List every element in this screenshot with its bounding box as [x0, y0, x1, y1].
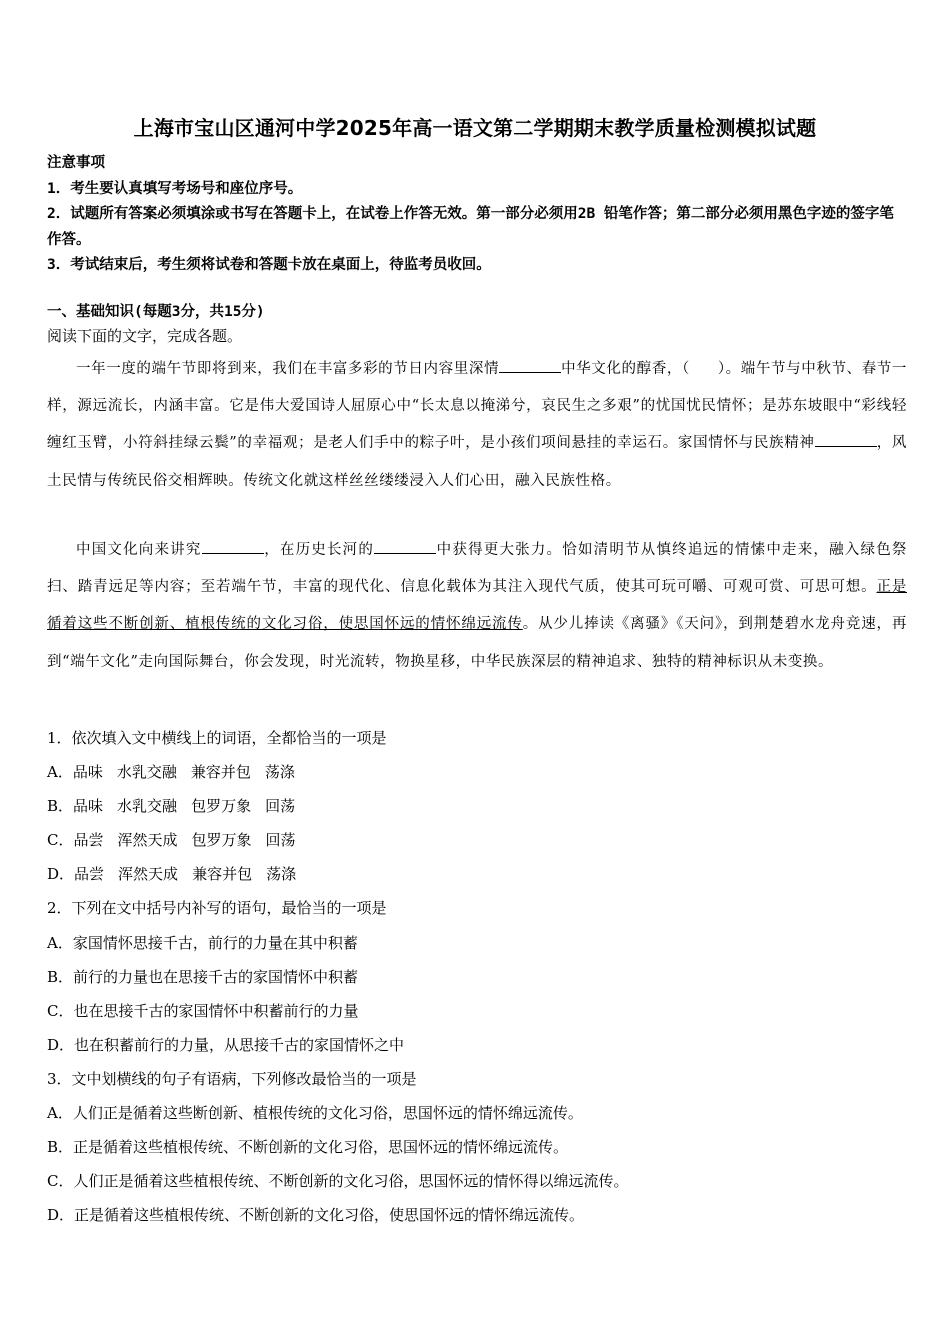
option-word: 荡涤 — [264, 763, 295, 782]
notice-heading: 注意事项 — [47, 155, 105, 171]
passage-text: ，在历史长河的 — [263, 542, 375, 558]
option-word: 荡涤 — [266, 865, 297, 884]
option-item — [47, 1198, 907, 1232]
passage-text: 中华文化的醇香，（ — [561, 361, 690, 377]
question-stem: 3．文中划横线的句子有语病，下列修改最恰当的一项是 — [47, 1069, 417, 1088]
option-word: 水乳交融 — [116, 763, 177, 782]
option-word: 浑然天成 — [118, 865, 179, 884]
option-text: 正是循着这些植根传统、不断创新的文化习俗，思国怀远的情怀绵远流传。 — [73, 1138, 569, 1157]
option-item — [47, 994, 907, 1028]
passage-text: 。从少儿捧读《离骚》《天问》，到荆楚碧水龙舟竞速，再到“端午文化”走向国际舞台，你会发现，时光流转，物换星移，中华民族深层的精神追求、独特的精神标识从未变换。 — [47, 616, 907, 670]
question-stem: 1．依次填入文中横线上的词语，全都恰当的一项是 — [47, 729, 387, 747]
fill-blank-1 — [499, 358, 561, 373]
option-word: 水乳交融 — [117, 797, 178, 816]
option-text: 家国情怀思接千古，前行的力量在其中积蓄 — [72, 933, 358, 952]
option-label: D． — [47, 1035, 75, 1054]
passage-paragraph-1 — [47, 351, 907, 500]
option-word: 品味 — [73, 797, 104, 816]
passage-text: 中国文化向来讲究 — [76, 542, 202, 558]
option-item — [47, 960, 907, 994]
passage-text: ，风土民情与传统民俗交相辉映。传统文化就这样丝丝缕缕浸入人们心田，融入民族性格。 — [47, 435, 907, 489]
passage-paragraph-2 — [47, 532, 907, 681]
option-text: 也在积蓄前行的力量，从思接千古的家国情怀之中 — [74, 1035, 405, 1054]
question-stem: 2．下列在文中括号内补写的语句，最恰当的一项是 — [47, 899, 387, 918]
underlined-sentence: 正是循着这些不断创新、植根传统的文化习俗，使思国怀远的情怀绵远流传 — [47, 579, 907, 633]
option-item — [47, 857, 907, 891]
option-item — [47, 1096, 907, 1130]
option-word: 品尝 — [73, 831, 104, 850]
option-item — [47, 1130, 907, 1164]
fill-blank-3 — [202, 539, 264, 554]
option-item — [47, 755, 907, 789]
section-header — [47, 300, 907, 348]
option-text: 正是循着这些植根传统、不断创新的文化习俗，使思国怀远的情怀绵远流传。 — [74, 1206, 585, 1225]
option-item — [47, 789, 907, 823]
option-word: 浑然天成 — [117, 831, 178, 850]
option-text: 人们正是循着这些植根传统、不断创新的文化习俗，思国怀远的情怀得以绵远流传。 — [73, 1172, 629, 1191]
option-word: 品尝 — [74, 865, 105, 884]
option-text: 前行的力量也在思接千古的家国情怀中积蓄 — [73, 967, 359, 986]
option-word: 包罗万象 — [191, 797, 252, 816]
notice-item: 1．考生要认真填写考场号和座位序号。 — [47, 180, 303, 197]
option-item — [47, 1028, 907, 1062]
option-word: 兼容并包 — [190, 763, 251, 782]
notice-item: 2．试题所有答案必须填涂或书写在答题卡上，在试卷上作答无效。第一部分必须用2B 铅笔作答；第二部分必须用黑色字迹的签字笔作答。 — [47, 206, 894, 248]
question-list — [47, 721, 907, 1232]
section-heading: 一、基础知识(每题3分，共15分) — [47, 304, 265, 320]
option-label: B． — [47, 967, 74, 986]
passage-text: 一年一度的端午节即将到来，我们在丰富多彩的节日内容里深情 — [76, 361, 500, 377]
option-label: C． — [47, 831, 74, 850]
option-label: A． — [47, 763, 73, 782]
option-label: A． — [47, 1104, 73, 1123]
option-text: 人们正是循着这些断创新、植根传统的文化习俗，思国怀远的情怀绵远流传。 — [72, 1104, 583, 1123]
option-label: C． — [47, 1001, 74, 1020]
option-label: A． — [47, 933, 73, 952]
option-label: D． — [47, 865, 75, 884]
section-instruction: 阅读下面的文字，完成各题。 — [47, 327, 243, 345]
notice-block — [47, 151, 907, 279]
option-item — [47, 823, 907, 857]
option-label: D． — [47, 1206, 75, 1225]
fill-blank-2 — [815, 432, 877, 447]
option-word: 包罗万象 — [191, 831, 252, 850]
option-label: B． — [47, 797, 74, 816]
option-label: C． — [47, 1172, 74, 1191]
option-item — [47, 926, 907, 960]
option-word: 品味 — [72, 763, 103, 782]
option-word: 兼容并包 — [192, 865, 253, 884]
page-title: 上海市宝山区通河中学2025年高一语文第二学期期末教学质量检测模拟试题 — [133, 116, 817, 140]
passage-text: ）。端午节与中秋节、春节一样，源远流长，内涵丰富。它是伟大爱国诗人屈原心中“长太息以掩涕兮，哀民生之多艰”的忧国忧民情怀；是苏东坡眼中“彩线轻缠红玉臂，小符斜挂绿云鬓”的幸福观；是老人们手中的粽子叶，是小孩们项间悬挂的幸运石。家国情怀与民族精神 — [47, 361, 907, 452]
option-label: B． — [47, 1138, 74, 1157]
fill-blank-4 — [374, 539, 436, 554]
option-word: 回荡 — [265, 797, 296, 816]
option-word: 回荡 — [265, 831, 296, 850]
option-item — [47, 1164, 907, 1198]
notice-item: 3．考试结束后，考生须将试卷和答题卡放在桌面上，待监考员收回。 — [47, 257, 491, 273]
option-text: 也在思接千古的家国情怀中积蓄前行的力量 — [73, 1001, 359, 1020]
passage-text: 中获得更大张力。恰如清明节从慎终追远的情愫中走来，融入绿色祭扫、踏青远足等内容；至若端午节，丰富的现代化、信息化载体为其注入现代气质，使其可玩可嚼、可观可赏、可思可想。 — [47, 542, 907, 596]
